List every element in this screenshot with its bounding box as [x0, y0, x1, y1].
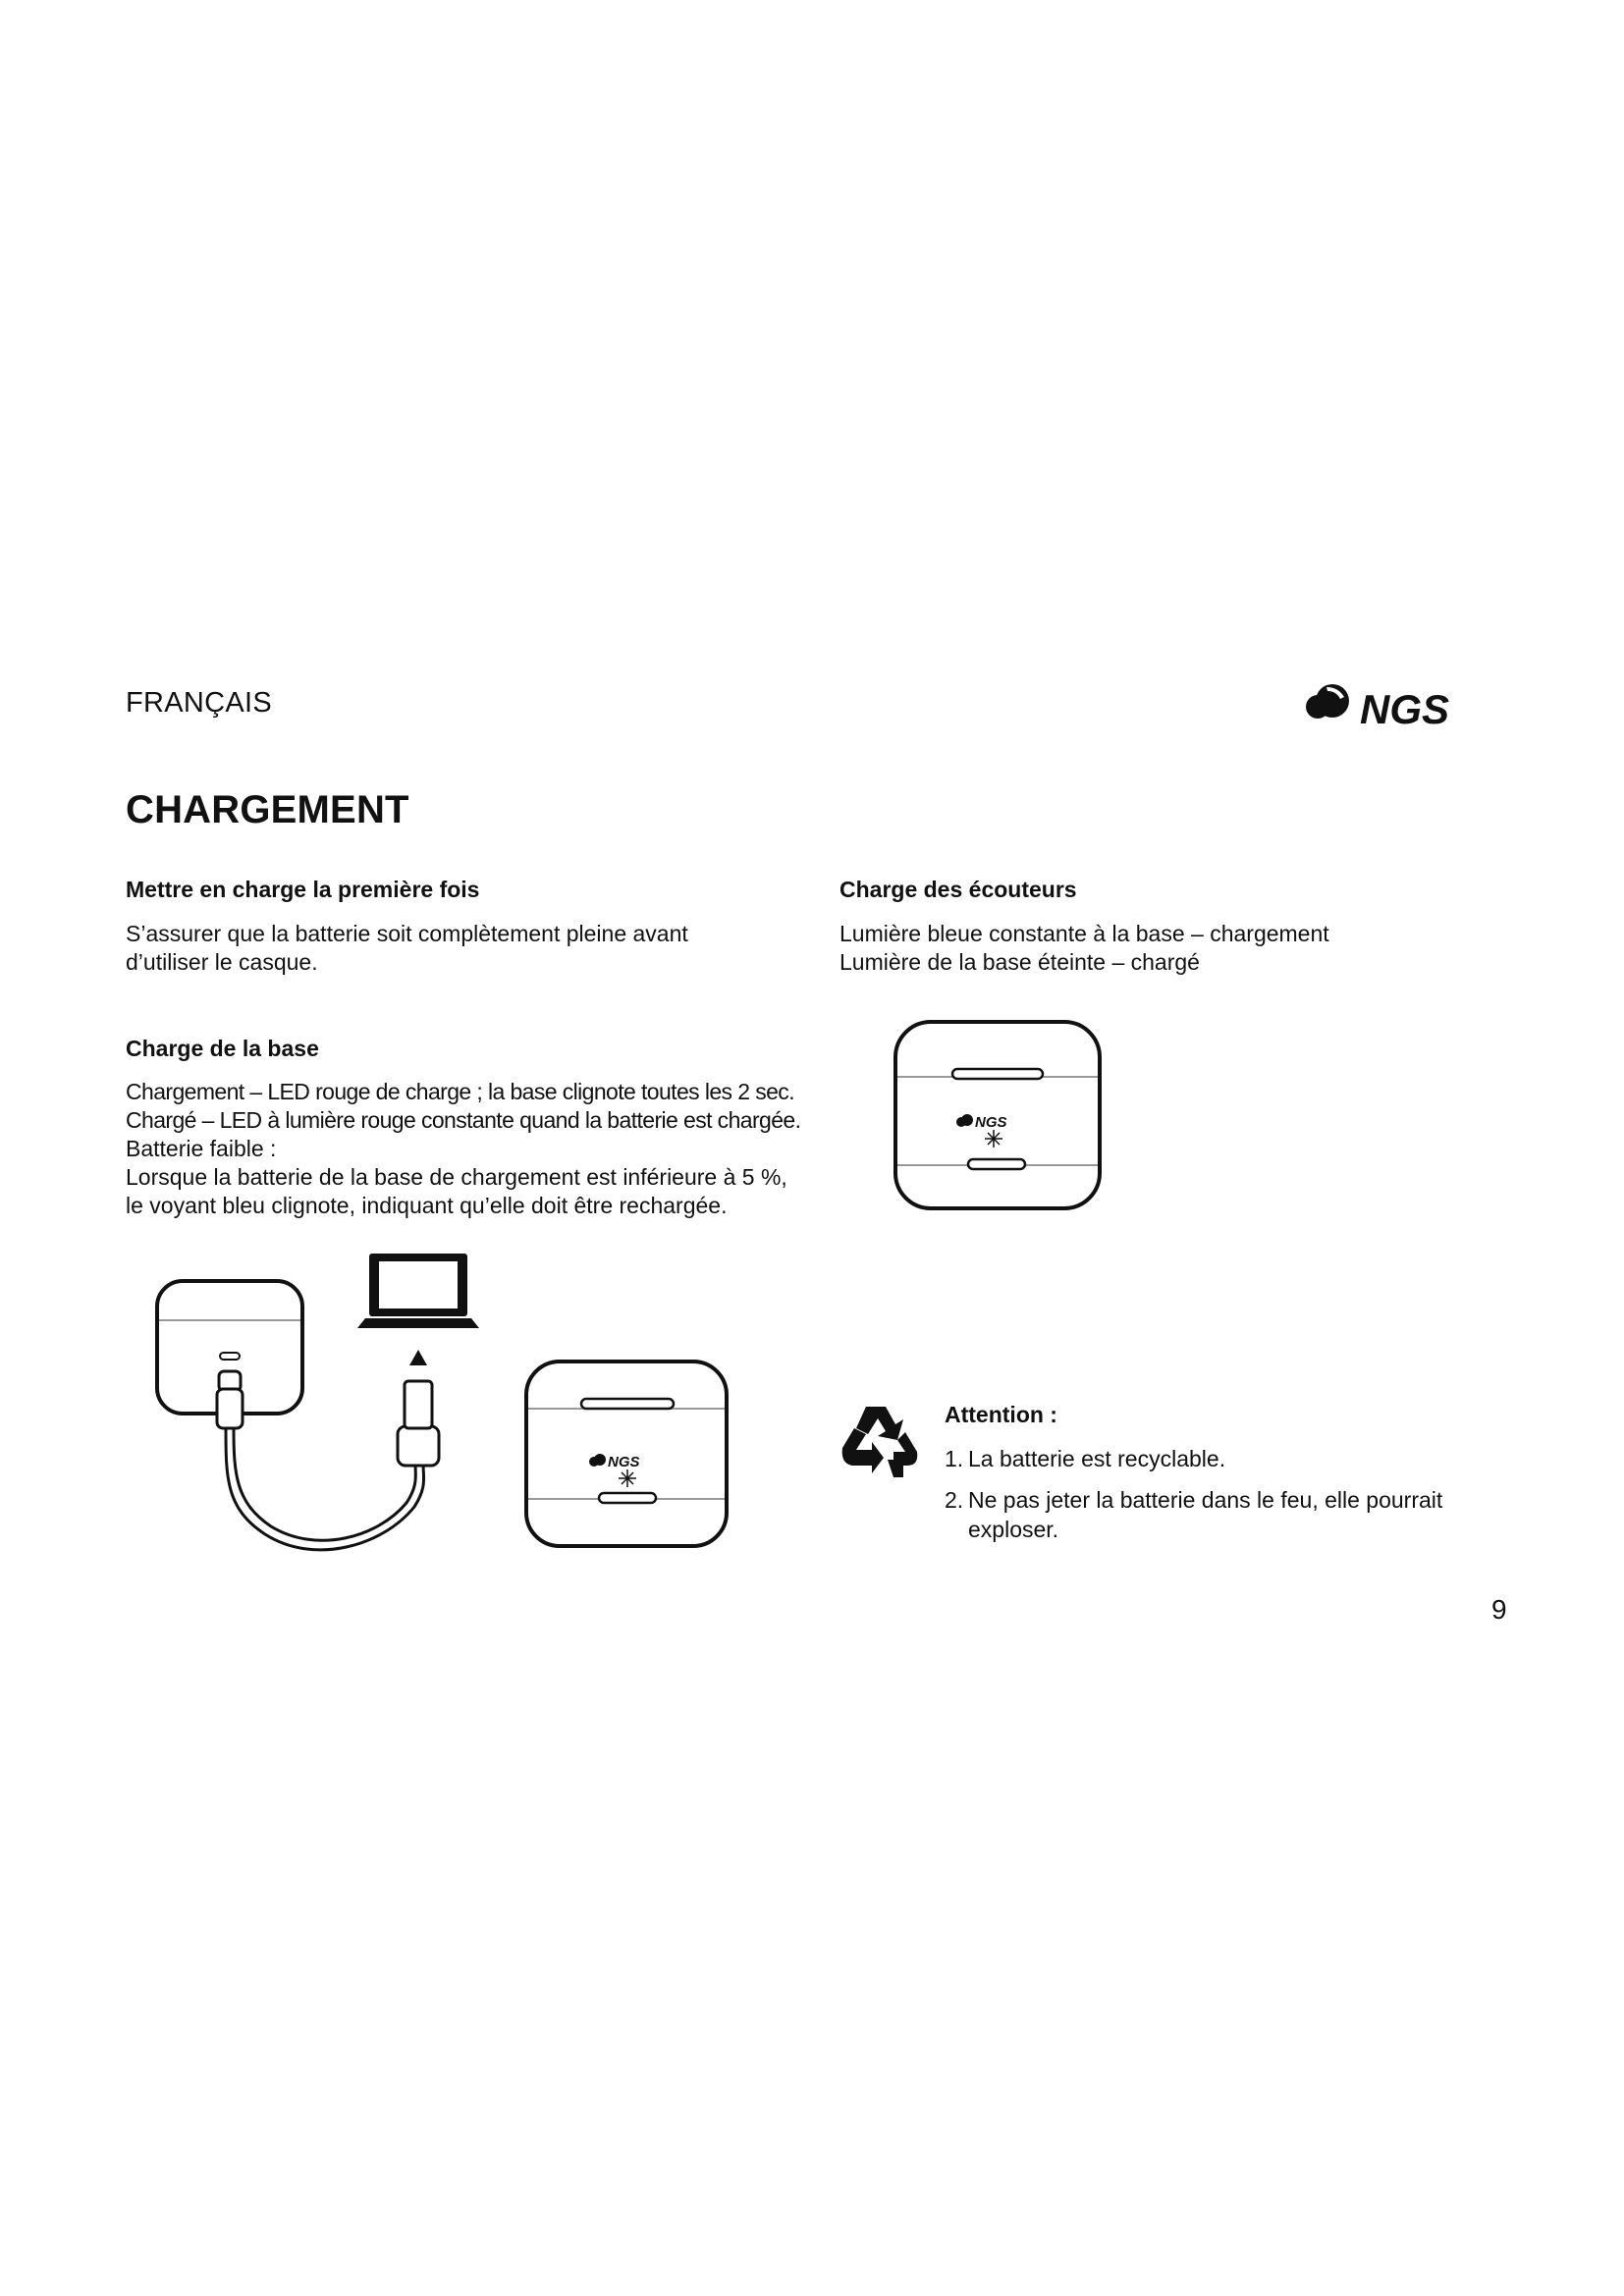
laptop-icon — [357, 1254, 479, 1328]
first-charge-heading: Mettre en charge la première fois — [126, 877, 480, 902]
svg-text:NGS: NGS — [975, 1114, 1007, 1131]
base-charge-text: Chargement – LED rouge de charge ; la base clignote toutes les 2 sec. Chargé – LED à lumière rouge constante quand la batterie est chargée. Batterie faible : Lorsque la batterie de la base de chargement est inférieure à 5 %, le voyant bleu clignote, indiquant qu’elle doit être rechargée. — [126, 1079, 801, 1218]
page-title: CHARGEMENT — [126, 788, 409, 831]
recycle-icon — [837, 1399, 923, 1485]
first-charge-text: S’assurer que la batterie soit complètement pleine avant d’utiliser le casque. — [126, 921, 688, 975]
charging-case-front — [526, 1362, 727, 1546]
earbuds-charge-text: Lumière bleue constante à la base – chargement Lumière de la base éteinte – chargé — [839, 921, 1329, 975]
language-label: FRANÇAIS — [126, 687, 273, 719]
charging-illustration — [147, 1252, 736, 1575]
page-number: 9 — [1491, 1594, 1507, 1625]
attention-list — [945, 1444, 1534, 1556]
list-item: 2. Ne pas jeter la batterie dans le feu, elle pourrait exploser. — [945, 1487, 1443, 1542]
usb-c-plug — [217, 1371, 243, 1428]
svg-text:NGS: NGS — [608, 1454, 640, 1470]
arrow-up-icon — [409, 1350, 427, 1365]
ngs-logo — [1301, 677, 1507, 732]
list-item: 1. La batterie est recyclable. — [945, 1446, 1226, 1471]
base-charge-heading: Charge de la base — [126, 1036, 319, 1061]
usb-a-plug — [398, 1381, 439, 1466]
earbuds-charge-heading: Charge des écouteurs — [839, 877, 1077, 902]
attention-heading: Attention : — [945, 1402, 1057, 1427]
svg-text:NGS: NGS — [1360, 686, 1450, 732]
earbuds-case-illustration — [892, 1018, 1104, 1214]
